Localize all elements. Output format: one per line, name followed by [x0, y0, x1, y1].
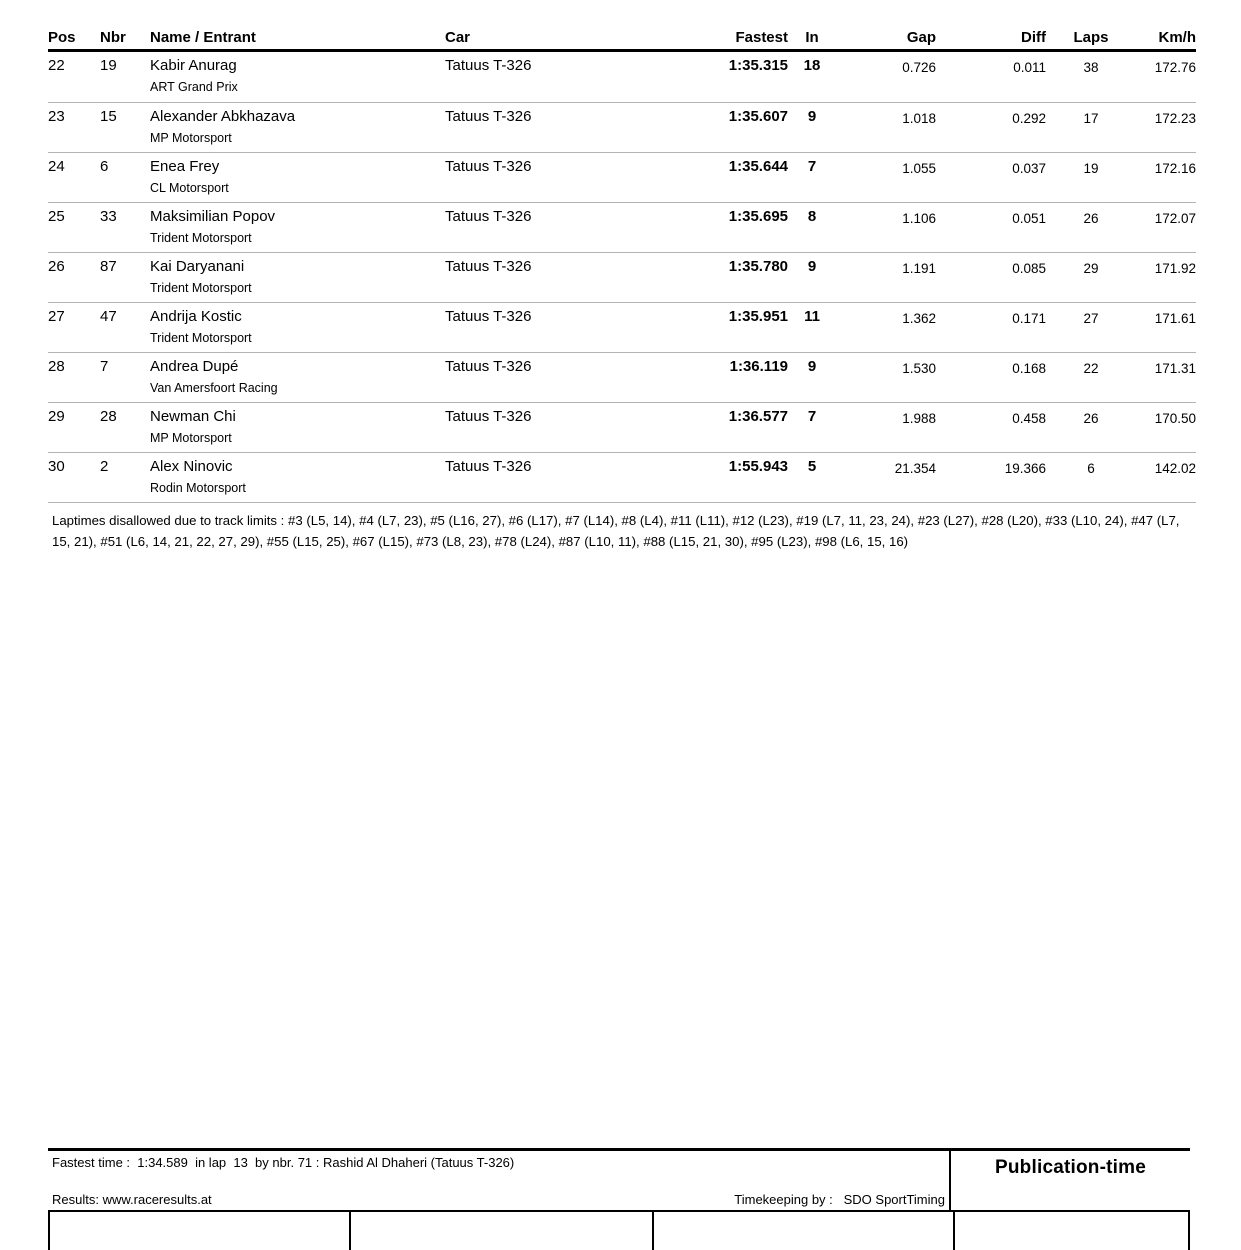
signature-box-2 [349, 1212, 652, 1250]
timekeeping-line: Timekeeping by : SDO SportTiming [734, 1192, 945, 1207]
name-entrant-cell [150, 407, 445, 452]
in-lap-cell: 11 [804, 308, 820, 325]
diff-cell: 0.168 [1012, 361, 1046, 376]
fastest-time-line: Fastest time : 1:34.589 in lap 13 by nbr. 71 : Rashid Al Dhaheri (Tatuus T-326) [52, 1155, 515, 1170]
footer [48, 1148, 1190, 1250]
car-cell: Tatuus T-326 [445, 358, 532, 375]
in-lap-cell: 9 [807, 258, 817, 275]
laps-cell: 29 [1083, 261, 1099, 276]
car-cell: Tatuus T-326 [445, 408, 532, 425]
publication-time-label: Publication-time [995, 1157, 1146, 1178]
kmh-cell: 172.23 [1154, 111, 1196, 126]
column-header-in: In [805, 29, 819, 46]
in-lap-cell: 18 [803, 57, 821, 74]
result-row [48, 302, 1196, 352]
nbr-cell: 7 [100, 358, 109, 375]
gap-cell: 1.530 [902, 361, 936, 376]
column-header-car: Car [445, 29, 471, 46]
column-header-kmh: Km/h [1158, 29, 1196, 46]
column-header-nbr: Nbr [100, 29, 126, 46]
diff-cell: 0.037 [1012, 161, 1046, 176]
laps-cell: 6 [1087, 461, 1095, 476]
gap-cell: 1.362 [902, 311, 936, 326]
entrant-name: MP Motorsport [150, 431, 232, 445]
gap-cell: 21.354 [894, 461, 936, 476]
car-cell: Tatuus T-326 [445, 308, 532, 325]
fastest-cell: 1:35.695 [728, 208, 788, 225]
pos-cell: 22 [48, 57, 65, 74]
laps-cell: 19 [1083, 161, 1099, 176]
laps-cell: 26 [1083, 211, 1099, 226]
name-entrant-cell [150, 307, 445, 352]
nbr-cell: 33 [100, 208, 117, 225]
laps-cell: 38 [1083, 60, 1099, 75]
diff-cell: 0.292 [1012, 111, 1046, 126]
kmh-cell: 170.50 [1154, 411, 1196, 426]
in-lap-cell: 7 [807, 158, 817, 175]
fastest-cell: 1:35.315 [728, 57, 788, 74]
name-entrant-cell [150, 107, 445, 152]
in-lap-cell: 9 [807, 358, 817, 375]
column-header-name: Name / Entrant [150, 29, 256, 46]
fastest-cell: 1:35.951 [728, 308, 788, 325]
signature-box-4 [953, 1212, 1190, 1250]
pos-cell: 30 [48, 458, 65, 475]
driver-name: Kai Daryanani [150, 258, 245, 275]
column-header-laps: Laps [1073, 29, 1109, 46]
entrant-name: Trident Motorsport [150, 331, 252, 345]
kmh-cell: 172.16 [1154, 161, 1196, 176]
result-row [48, 152, 1196, 202]
nbr-cell: 87 [100, 258, 117, 275]
fastest-cell: 1:36.119 [729, 358, 788, 375]
diff-cell: 0.085 [1012, 261, 1046, 276]
result-row [48, 102, 1196, 152]
result-row [48, 352, 1196, 402]
nbr-cell: 19 [100, 57, 117, 74]
result-row [48, 252, 1196, 302]
result-row [48, 202, 1196, 252]
table-body [48, 52, 1196, 503]
driver-name: Maksimilian Popov [150, 208, 276, 225]
nbr-cell: 15 [100, 108, 117, 125]
pos-cell: 29 [48, 408, 65, 425]
kmh-cell: 171.92 [1154, 261, 1196, 276]
driver-name: Alexander Abkhazava [150, 108, 296, 125]
footer-info-box [48, 1148, 1190, 1212]
diff-cell: 0.171 [1012, 311, 1046, 326]
column-header-pos: Pos [48, 29, 76, 46]
kmh-cell: 171.31 [1154, 361, 1196, 376]
name-entrant-cell [150, 157, 445, 202]
in-lap-cell: 9 [807, 108, 817, 125]
laps-cell: 17 [1083, 111, 1099, 126]
fastest-cell: 1:35.607 [728, 108, 788, 125]
footer-left-section [48, 1151, 951, 1210]
kmh-cell: 142.02 [1154, 461, 1196, 476]
car-cell: Tatuus T-326 [445, 208, 532, 225]
pos-cell: 23 [48, 108, 65, 125]
pos-cell: 26 [48, 258, 65, 275]
car-cell: Tatuus T-326 [445, 158, 532, 175]
fastest-cell: 1:35.644 [728, 158, 788, 175]
nbr-cell: 2 [100, 458, 109, 475]
entrant-name: CL Motorsport [150, 181, 229, 195]
entrant-name: Rodin Motorsport [150, 481, 246, 495]
nbr-cell: 6 [100, 158, 109, 175]
entrant-name: Trident Motorsport [150, 281, 252, 295]
kmh-cell: 172.07 [1154, 211, 1196, 226]
result-row [48, 402, 1196, 452]
gap-cell: 1.018 [902, 111, 936, 126]
name-entrant-cell [150, 457, 445, 502]
driver-name: Kabir Anurag [150, 57, 237, 74]
result-row [48, 452, 1196, 502]
entrant-name: MP Motorsport [150, 131, 232, 145]
kmh-cell: 172.76 [1154, 60, 1196, 75]
driver-name: Andrea Dupé [150, 358, 239, 375]
driver-name: Newman Chi [150, 408, 236, 425]
entrant-name: Trident Motorsport [150, 231, 252, 245]
laps-cell: 22 [1083, 361, 1099, 376]
gap-cell: 1.988 [902, 411, 936, 426]
diff-cell: 0.011 [1013, 60, 1046, 75]
entrant-name: ART Grand Prix [150, 80, 238, 94]
driver-name: Andrija Kostic [150, 308, 242, 325]
kmh-cell: 171.61 [1154, 311, 1196, 326]
result-row [48, 52, 1196, 102]
name-entrant-cell [150, 357, 445, 402]
pos-cell: 27 [48, 308, 65, 325]
nbr-cell: 47 [100, 308, 117, 325]
in-lap-cell: 7 [807, 408, 817, 425]
column-header-gap: Gap [906, 29, 936, 46]
laps-cell: 27 [1083, 311, 1099, 326]
car-cell: Tatuus T-326 [445, 57, 532, 74]
footer-left-bottom-row [52, 1191, 945, 1208]
driver-name: Alex Ninovic [150, 458, 233, 475]
name-entrant-cell [150, 207, 445, 252]
name-entrant-cell [150, 257, 445, 302]
laps-cell: 26 [1083, 411, 1099, 426]
column-header-diff: Diff [1021, 29, 1046, 46]
column-header-fastest: Fastest [735, 29, 788, 46]
gap-cell: 1.191 [902, 261, 936, 276]
name-entrant-cell [150, 56, 445, 102]
in-lap-cell: 8 [807, 208, 817, 225]
signature-box-3 [652, 1212, 953, 1250]
pos-cell: 28 [48, 358, 65, 375]
car-cell: Tatuus T-326 [445, 258, 532, 275]
footer-signature-boxes [48, 1212, 1190, 1250]
car-cell: Tatuus T-326 [445, 108, 532, 125]
results-url-line: Results: www.raceresults.at [52, 1192, 212, 1207]
pos-cell: 24 [48, 158, 65, 175]
gap-cell: 1.106 [902, 211, 936, 226]
nbr-cell: 28 [100, 408, 117, 425]
gap-cell: 1.055 [902, 161, 936, 176]
diff-cell: 0.458 [1012, 411, 1046, 426]
diff-cell: 0.051 [1012, 211, 1046, 226]
in-lap-cell: 5 [807, 458, 817, 475]
fastest-cell: 1:55.943 [728, 458, 788, 475]
track-limits-footnote: Laptimes disallowed due to track limits : #3 (L5, 14), #4 (L7, 23), #5 (L16, 27), #6 (L17), #7 (L14), #8 (L4), #11 (L11), #12 (L23), #19 (L7, 11, 23, 24), #23 (L27), #28 (L20), #33 (L10, 24), #47 (L7, 15, 21), #51 (L6, 14, 21, 22, 27, 29), #55 (L15, 25), #67 (L15), #73 (L8, 23), #78 (L24), #87 (L10, 11), #88 (L15, 21, 30), #95 (L23), #98 (L6, 15, 16) [52, 513, 1180, 549]
pos-cell: 25 [48, 208, 65, 225]
fastest-cell: 1:35.780 [728, 258, 788, 275]
entrant-name: Van Amersfoort Racing [150, 381, 278, 395]
table-header [48, 30, 1196, 52]
signature-box-1 [48, 1212, 349, 1250]
car-cell: Tatuus T-326 [445, 458, 532, 475]
fastest-cell: 1:36.577 [728, 408, 788, 425]
driver-name: Enea Frey [150, 158, 220, 175]
results-table [48, 30, 1196, 503]
diff-cell: 19.366 [1004, 461, 1046, 476]
gap-cell: 0.726 [902, 60, 936, 75]
